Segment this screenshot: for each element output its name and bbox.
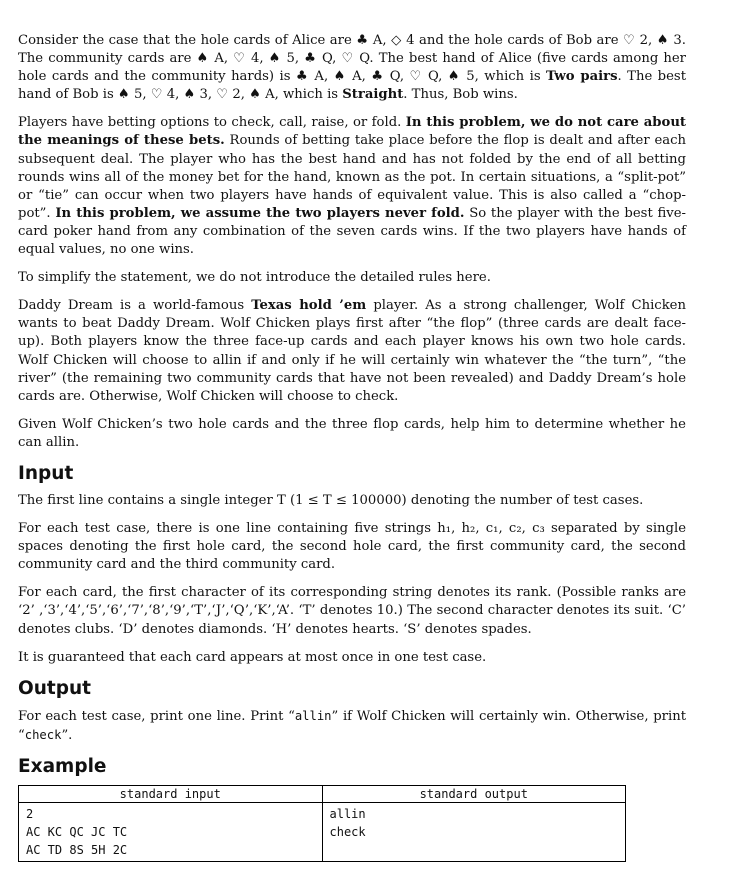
text: . Thus, Bob wins.	[403, 87, 518, 103]
output-paragraph	[18, 707, 686, 745]
input-paragraph-3: For each card, the first character of its corresponding string denotes its rank. (Possible ranks are ‘2’ ,‘3’,‘4’,‘5’,‘6’,‘7’,‘8’,‘9’,‘T’,‘J’,‘Q’,‘K’,‘A’. ‘T’ denotes 10.) The second character denotes its suit. ‘C’ denotes clubs. ‘D’ denotes diamonds. ‘H’ denotes hearts. ‘S’ denotes spades.	[18, 585, 686, 637]
example-table	[18, 785, 626, 862]
input-line: 2	[26, 806, 34, 821]
input-line: AC TD 8S 5H 2C	[26, 842, 128, 857]
text: Rounds of betting take place before the flop is dealt and after each subsequent deal. The player who has the best hand and has not folded by the end of all betting rounds wins all of the money bet for the hand, known as the pot. In certain situations, a “split-pot” or “tie” can occur when two players have hands of equivalent value. This is also called a “chop-pot”.	[18, 133, 686, 221]
example-input-cell	[19, 802, 323, 861]
bold-text: Texas hold ’em	[251, 298, 367, 314]
story-paragraph	[18, 297, 686, 406]
output-line: allin	[329, 806, 366, 821]
example-heading: Example	[18, 755, 107, 777]
example-output-cell	[322, 802, 626, 861]
output-heading: Output	[18, 677, 91, 699]
bold-text: In this problem, we assume the two players never fold.	[55, 205, 465, 221]
text: For each test case, print one line. Print “	[18, 708, 295, 724]
text: ” if Wolf Chicken will certainly win. Otherwise, print “	[18, 708, 686, 743]
text: . The best hand of Bob is ♠ 5, ♡ 4, ♠ 3, ♡ 2, ♠ A, which is	[18, 69, 686, 103]
input-paragraph-1: The first line contains a single integer T (1 ≤ T ≤ 100000) denoting the number of test cases.	[18, 492, 644, 508]
bold-text: In this problem, we do not care about the meanings of these bets.	[18, 115, 686, 149]
bold-text: Straight	[342, 87, 404, 103]
text: Players have betting options to check, call, raise, or fold.	[18, 115, 406, 131]
problem-statement	[18, 32, 686, 862]
betting-paragraph	[18, 114, 686, 259]
text: So the player with the best five-card poker hand from any combination of the seven cards wins. If the two players have hands of equal values, no one wins.	[18, 205, 686, 258]
bold-text: Two pairs	[546, 69, 618, 85]
task-paragraph: Given Wolf Chicken’s two hole cards and the three flop cards, help him to determine whether he can allin.	[18, 416, 686, 450]
text: player. As a strong challenger, Wolf Chicken wants to beat Daddy Dream. Wolf Chicken plays first after “the flop” (three cards are dealt face-up). Both players know the three face-up cards and each player knows his own two hole cards. Wolf Chicken will choose to allin if and only if he will certainly win whatever the “the turn”, “the river” (the remaining two community cards that have not been revealed) and Daddy Dream’s hole cards are. Otherwise, Wolf Chicken will choose to check.	[18, 298, 686, 404]
text: Daddy Dream is a world-famous	[18, 298, 252, 314]
allin-code: allin	[294, 708, 332, 723]
output-column-header: standard output	[322, 785, 626, 802]
text: Consider the case that the hole cards of Alice are ♣ A, ◇ 4 and the hole cards of Bob are ♡ 2, ♠ 3. The community cards are ♠ A, ♡ 4, ♠ 5, ♣ Q, ♡ Q. The best hand of Alice (five cards among her hole cards and the community hards) is ♣ A, ♠ A, ♣ Q, ♡ Q, ♠ 5, which is	[18, 33, 686, 85]
simplify-paragraph: To simplify the statement, we do not introduce the detailed rules here.	[18, 270, 491, 286]
input-heading: Input	[18, 462, 74, 484]
input-line: AC KC QC JC TC	[26, 824, 128, 839]
input-column-header: standard input	[19, 785, 323, 802]
input-paragraph-4: It is guaranteed that each card appears at most once in one test case.	[18, 649, 487, 665]
input-paragraph-2: For each test case, there is one line containing five strings h₁, h₂, c₁, c₂, c₃ separated by single spaces denoting the first hole card, the second hole card, the first community card, the second community card and the third community card.	[18, 521, 686, 573]
check-code: check	[24, 727, 62, 742]
output-line: check	[329, 824, 366, 839]
text: ”.	[61, 727, 73, 743]
alice-bob-example-paragraph	[18, 32, 686, 104]
